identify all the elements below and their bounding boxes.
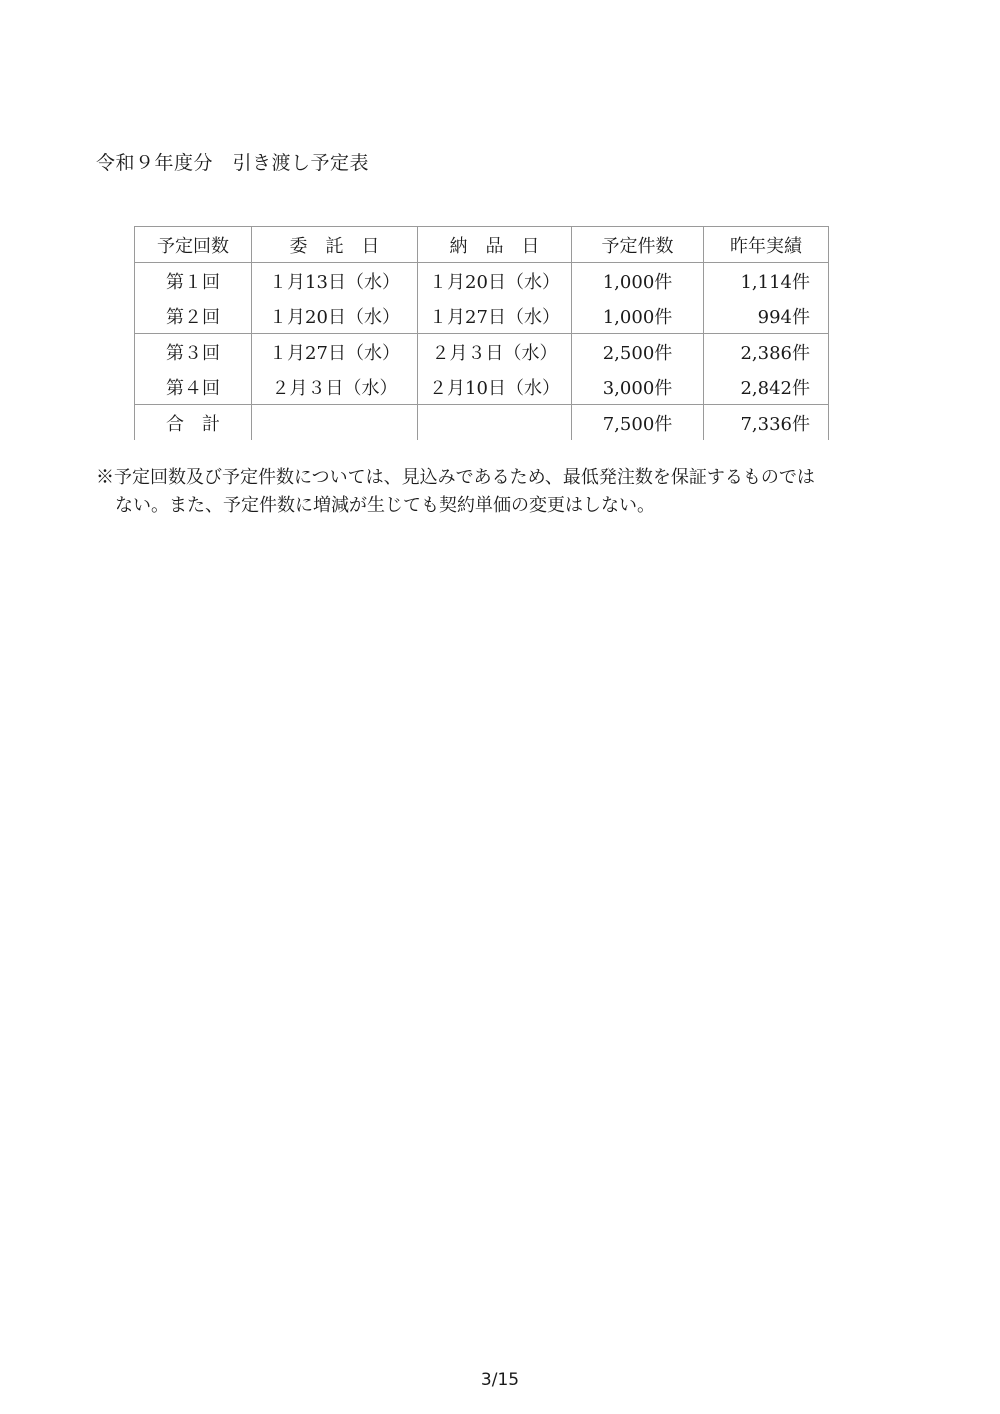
footnote	[96, 464, 916, 520]
cell-delivery-date: １月20日（水）	[418, 263, 572, 299]
table-total-row	[135, 405, 829, 441]
delivery-schedule-table	[134, 226, 829, 440]
cell-total-last-year: 7,336件	[704, 405, 829, 441]
table-row	[135, 263, 829, 299]
cell-total-delivery-date	[418, 405, 572, 441]
table-row	[135, 334, 829, 370]
header-planned-count: 予定件数	[572, 227, 704, 263]
cell-consign-date: ２月３日（水）	[252, 369, 418, 405]
header-consign-date: 委 託 日	[252, 227, 418, 263]
cell-round: 第１回	[135, 263, 252, 299]
cell-delivery-date: １月27日（水）	[418, 298, 572, 334]
cell-consign-date: １月13日（水）	[252, 263, 418, 299]
table-row	[135, 369, 829, 405]
cell-total-consign-date	[252, 405, 418, 441]
cell-delivery-date: ２月３日（水）	[418, 334, 572, 370]
cell-last-year: 2,842件	[704, 369, 829, 405]
cell-delivery-date: ２月10日（水）	[418, 369, 572, 405]
table-row	[135, 298, 829, 334]
cell-consign-date: １月20日（水）	[252, 298, 418, 334]
cell-last-year: 1,114件	[704, 263, 829, 299]
cell-planned-count: 1,000件	[572, 298, 704, 334]
header-last-year: 昨年実績	[704, 227, 829, 263]
footnote-line-2: ない。また、予定件数に増減が生じても契約単価の変更はしない。	[115, 495, 655, 516]
cell-round: 第２回	[135, 298, 252, 334]
document-title: 令和９年度分 引き渡し予定表	[96, 152, 370, 174]
page-number: 3/15	[480, 1370, 520, 1390]
cell-round: 第３回	[135, 334, 252, 370]
footnote-line-1: ※予定回数及び予定件数については、見込みであるため、最低発注数を保証するものでは	[96, 467, 815, 488]
cell-round: 第４回	[135, 369, 252, 405]
cell-last-year: 994件	[704, 298, 829, 334]
cell-total-label: 合 計	[135, 405, 252, 441]
cell-total-planned-count: 7,500件	[572, 405, 704, 441]
cell-planned-count: 1,000件	[572, 263, 704, 299]
cell-consign-date: １月27日（水）	[252, 334, 418, 370]
header-round: 予定回数	[135, 227, 252, 263]
cell-planned-count: 2,500件	[572, 334, 704, 370]
table-header-row	[135, 227, 829, 263]
cell-last-year: 2,386件	[704, 334, 829, 370]
cell-planned-count: 3,000件	[572, 369, 704, 405]
header-delivery-date: 納 品 日	[418, 227, 572, 263]
